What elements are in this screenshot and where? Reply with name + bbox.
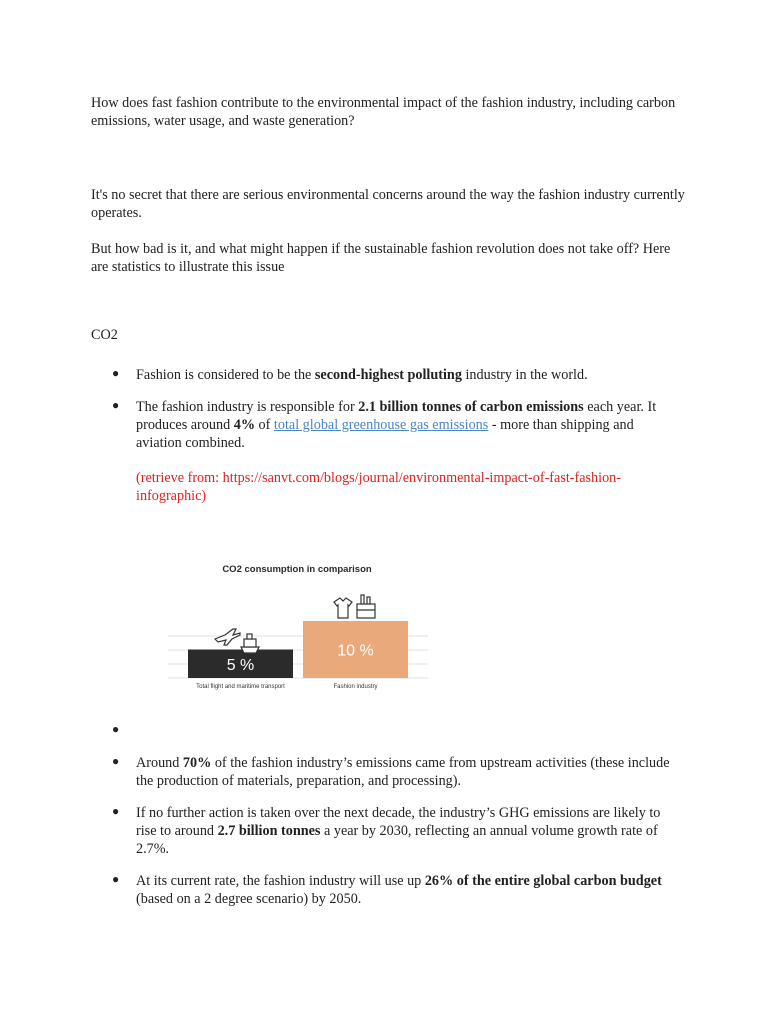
bullet-dot-icon: ● [112, 804, 120, 818]
list-item-text [136, 366, 681, 384]
bullet-dot-icon: ● [112, 754, 120, 768]
intro-paragraph-1: It's no secret that there are serious environmental concerns around the way the fashion industry currently operates. [91, 187, 685, 221]
list-item-text [136, 754, 681, 790]
section-heading-co2: CO2 [91, 327, 118, 343]
list-item-text [136, 872, 681, 908]
bullet-dot-icon: ● [112, 398, 120, 412]
bar-value-label: 10 % [337, 642, 374, 660]
chart-svg [136, 518, 458, 736]
category-label: Fashion industry [333, 684, 378, 690]
chart-title: CO2 consumption in comparison [222, 564, 372, 575]
chart-bars [188, 621, 408, 678]
text-run: Around [136, 755, 183, 771]
question-paragraph: How does fast fashion contribute to the environmental impact of the fashion industry, including carbon emissions, water usage, and waste generation? [91, 95, 676, 129]
source-url[interactable]: https://sanvt.com/blogs/journal/environmental-impact-of-fast-fashion-infographic [136, 470, 621, 504]
plane-ship-icon [215, 629, 259, 653]
text-run: industry in the world. [461, 367, 588, 383]
text-run: ) [201, 488, 207, 504]
source-citation [136, 469, 681, 505]
list-item-text [136, 804, 681, 858]
ghg-emissions-link[interactable]: total global greenhouse gas emissions [273, 417, 489, 433]
bar-value-label: 5 % [226, 656, 255, 674]
text-run: (retrieve from: [136, 470, 223, 486]
bold-text-run: 26% of the entire global carbon budget [424, 873, 662, 889]
bold-text-run: 2.7 billion tonnes [217, 823, 321, 839]
text-run: (based on a 2 degree scenario) by 2050. [136, 891, 362, 907]
text-run: At its current rate, the fashion industry will use up [136, 873, 425, 889]
text-run: of [255, 417, 274, 433]
text-run: - more than shipping and aviation combined. [136, 417, 634, 451]
text-run: each year. It produces around [136, 399, 657, 433]
bullet-dot-icon: ● [112, 872, 120, 886]
bold-text-run: 2.1 billion tonnes of carbon emissions [358, 399, 584, 415]
bold-text-run: second-highest polluting [314, 367, 462, 383]
shirt-factory-icon [334, 595, 375, 618]
text-run: If no further action is taken over the next decade, the industry’s GHG emissions are likely to rise to around [136, 805, 661, 839]
bullet-dot-icon: ● [112, 722, 120, 736]
co2-comparison-chart [136, 518, 458, 736]
bold-text-run: 4% [233, 417, 255, 433]
text-run: of the fashion industry’s emissions came from upstream activities (these include the production of materials, preparation, and processing). [136, 755, 670, 789]
bold-text-run: 70% [182, 755, 212, 771]
list-item-text [136, 398, 681, 452]
bullet-dot-icon: ● [112, 366, 120, 380]
category-label: Total flight and maritime transport [196, 684, 285, 690]
intro-paragraph-2: But how bad is it, and what might happen if the sustainable fashion revolution does not take off? Here are statistics to illustrate this issue [91, 241, 671, 275]
text-run: Fashion is considered to be the [136, 367, 315, 383]
text-run: The fashion industry is responsible for [136, 399, 359, 415]
text-run: a year by 2030, reflecting an annual volume growth rate of 2.7%. [136, 823, 658, 857]
